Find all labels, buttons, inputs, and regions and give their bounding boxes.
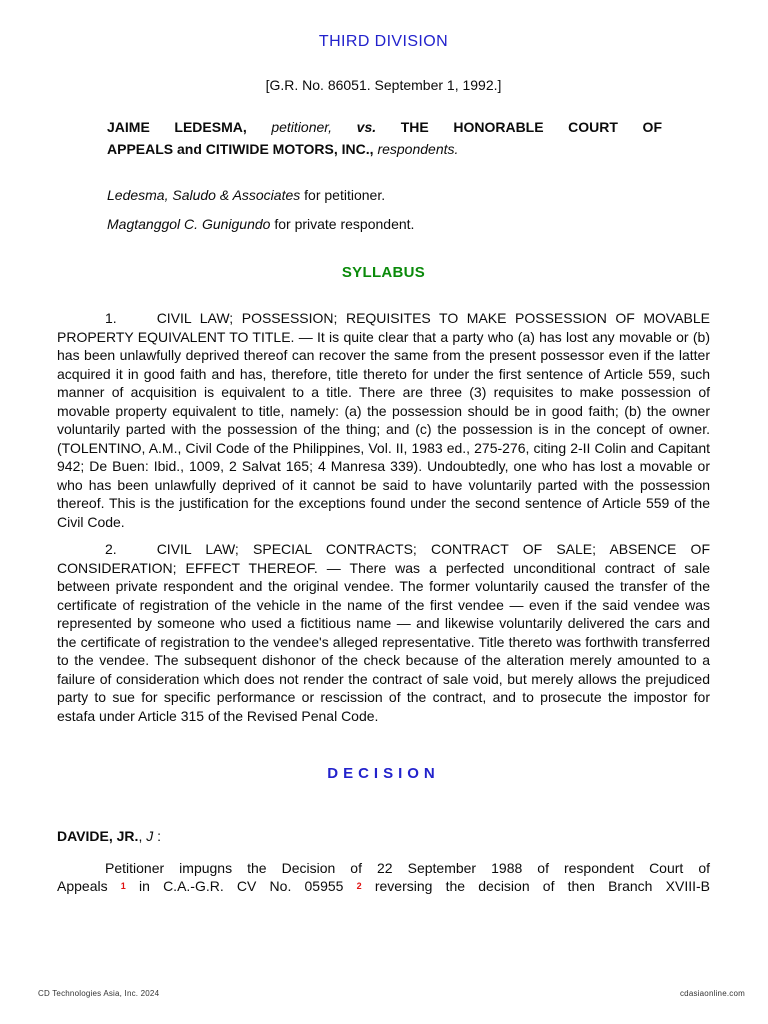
separator [376, 119, 401, 135]
counsel-for: for petitioner. [300, 187, 386, 203]
separator [332, 119, 357, 135]
opening-text: reversing the decision of then Branch XVIII-B [361, 878, 710, 894]
footnote-ref-1[interactable]: 1 [120, 881, 126, 891]
division-heading: THIRD DIVISION [318, 33, 449, 50]
counsel-firm-name: Ledesma, Saludo & Associates [107, 187, 301, 203]
case-title-line-1 [107, 116, 662, 138]
separator: : [153, 828, 161, 844]
syllabus-paragraph-2 [57, 540, 710, 725]
paragraph-number: 1. [105, 310, 117, 326]
ponente-name: DAVIDE, JR. [57, 828, 139, 844]
counsel-for: for private respondent. [270, 215, 415, 232]
separator: , [369, 141, 378, 157]
paragraph-text: CIVIL LAW; POSSESSION; REQUISITES TO MAKE POSSESSION OF MOVABLE PROPERTY EQUIVALENT TO TITLE. — It is quite clear that a party who (a) has lost any movable or (b) has been unlawfully deprived thereof can recover the same from the present possessor even if the latter acquired it in good faith and has, therefore, title thereto for under the first sentence of Article 559, such manner of acquisition is equivalent to a title. There are three (3) requisites to make possession of movable property equivalent to title, namely: (a) the possession should be in good faith; (b) the owner voluntarily parted with the possession of the thing; and (c) the possession is in the concept of owner. (TOLENTINO, A.M., Civil Code of the Philippines, Vol. II, 1983 ed., 275-276, citing 2-II Colin and Capitant 942; De Buen: Ibid., 1009, 2 Salvat 165; 4 Manresa 339). Undoubtedly, one who has lost a movable or who has been unlawfully deprived of it cannot be said to have voluntarily parted with the possession thereof. This is the justification for the exceptions found under the second sentence of Article 559 of the Civil Code. [57, 310, 710, 530]
opening-text: Appeals [57, 878, 121, 894]
footer-publisher: CD Technologies Asia, Inc. 2024 [38, 989, 160, 998]
opening-line-2 [57, 877, 710, 896]
counsel-firm-name: Magtanggol C. Gunigundo [107, 215, 271, 232]
page-footer [38, 989, 745, 998]
respondent-role: respondents. [377, 141, 459, 157]
petitioner-name: JAIME LEDESMA [107, 119, 243, 135]
versus-label: vs. [356, 119, 377, 135]
case-title-block [107, 116, 662, 160]
petitioner-role: petitioner, [271, 119, 333, 135]
decision-heading: DECISION [327, 765, 440, 782]
opening-paragraph [57, 859, 710, 896]
counsel-line-petitioner [107, 186, 710, 205]
opening-line-1: Petitioner impugns the Decision of 22 September 1988 of respondent Court of [105, 859, 710, 876]
footer-website: cdasiaonline.com [679, 989, 745, 998]
separator: , [138, 828, 147, 844]
respondent-name-part2: APPEALS and CITIWIDE MOTORS, INC. [107, 141, 370, 157]
respondent-name-part1: THE HONORABLE COURT OF [400, 119, 663, 135]
gr-number-line: [G.R. No. 86051. September 1, 1992.] [265, 77, 502, 93]
footnote-ref-2[interactable]: 2 [356, 881, 362, 891]
paragraph-number: 2. [105, 541, 117, 557]
syllabus-paragraph-1 [57, 309, 710, 531]
paragraph-text: CIVIL LAW; SPECIAL CONTRACTS; CONTRACT OF SALE; ABSENCE OF CONSIDERATION; EFFECT THEREOF. — There was a perfected unconditional contract of sale between private respondent and the original vendee. The former voluntarily caused the transfer of the certificate of registration of the vehicle in the name of the first vendee — even if the said vendee was represented by someone who used a fictitious name — and likewise voluntarily delivered the cars and the certificate of registration to the vendee's alleged representative. Title thereto was forthwith transferred to the vendee. The subsequent dishonor of the check because of the alteration merely amounted to a failure of consideration which does not render the contract of sale void, but merely allows the prejudiced party to sue for specific performance or rescission of the contract, and to prosecute the impostor for estafa under Article 315 of the Revised Penal Code. [57, 541, 710, 724]
case-title-line-2 [107, 138, 662, 160]
separator: , [242, 119, 272, 135]
opening-text: in C.A.-G.R. CV No. 05955 [125, 878, 357, 894]
justice-abbreviation: J [146, 828, 154, 844]
counsel-line-respondent [107, 215, 710, 234]
syllabus-heading: SYLLABUS [341, 264, 426, 281]
ponente-line [57, 827, 710, 846]
